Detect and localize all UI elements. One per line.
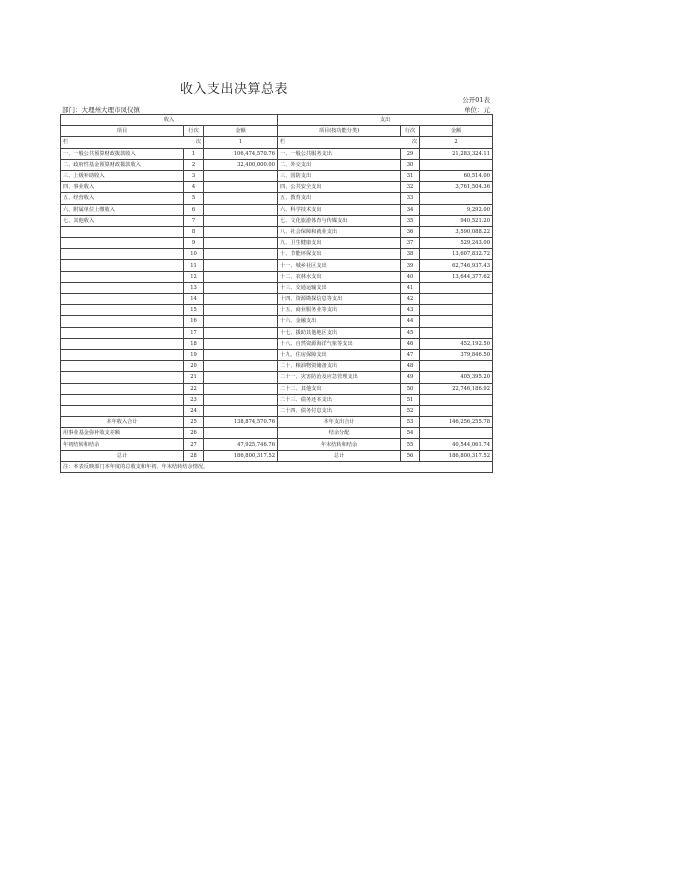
income-item: 一、一般公共预算财政拨款收入 bbox=[61, 148, 184, 159]
income-line: 13 bbox=[184, 282, 204, 293]
income-line: 7 bbox=[184, 215, 204, 226]
income-amount: 186,800,317.52 bbox=[204, 450, 278, 461]
income-line: 17 bbox=[184, 327, 204, 338]
income-item bbox=[61, 249, 184, 260]
table-row bbox=[61, 249, 493, 260]
table-row bbox=[61, 316, 493, 327]
note-row bbox=[61, 461, 493, 472]
income-amount: 138,874,570.76 bbox=[204, 417, 278, 428]
expense-line: 56 bbox=[401, 450, 420, 461]
income-amount: 32,400,000.00 bbox=[204, 159, 278, 170]
table-row bbox=[61, 327, 493, 338]
expense-item: 二十、粮油物资储备支出 bbox=[278, 361, 401, 372]
table-body bbox=[61, 115, 493, 473]
table-row bbox=[61, 450, 493, 461]
income-line: 6 bbox=[184, 204, 204, 215]
table-row bbox=[61, 271, 493, 282]
income-amount bbox=[204, 372, 278, 383]
expense-item: 二十一、灾害防治及应急管理支出 bbox=[278, 372, 401, 383]
income-line: 14 bbox=[184, 294, 204, 305]
income-amount bbox=[204, 182, 278, 193]
income-amount bbox=[204, 327, 278, 338]
income-item bbox=[61, 316, 184, 327]
expense-amount bbox=[420, 405, 493, 416]
income-line: 23 bbox=[184, 394, 204, 405]
expense-line: 46 bbox=[401, 338, 420, 349]
expense-line: 48 bbox=[401, 361, 420, 372]
expense-item: 十四、资源勘探信息等支出 bbox=[278, 294, 401, 305]
expense-line: 36 bbox=[401, 226, 420, 237]
expense-line: 40 bbox=[401, 271, 420, 282]
table-row bbox=[61, 405, 493, 416]
income-amount bbox=[204, 316, 278, 327]
expense-amount: 60,514.00 bbox=[420, 170, 493, 181]
income-item bbox=[61, 271, 184, 282]
report-title: 收入支出决算总表 bbox=[180, 82, 289, 97]
expense-item: 十九、住房保障支出 bbox=[278, 349, 401, 360]
income-amount bbox=[204, 260, 278, 271]
expense-line: 30 bbox=[401, 159, 420, 170]
expense-item: 二十四、债务付息支出 bbox=[278, 405, 401, 416]
expense-line: 43 bbox=[401, 305, 420, 316]
income-line: 2 bbox=[184, 159, 204, 170]
income-line: 26 bbox=[184, 428, 204, 439]
section-header-row bbox=[61, 115, 493, 126]
table-row bbox=[61, 305, 493, 316]
expense-item: 九、卫生健康支出 bbox=[278, 238, 401, 249]
income-line: 16 bbox=[184, 316, 204, 327]
table-row bbox=[61, 394, 493, 405]
expense-item: 本年支出合计 bbox=[278, 417, 401, 428]
expense-item: 一、一般公共服务支出 bbox=[278, 148, 401, 159]
expense-amount: 529,243.00 bbox=[420, 238, 493, 249]
expense-item: 十八、自然资源海洋气象等支出 bbox=[278, 338, 401, 349]
income-item bbox=[61, 282, 184, 293]
income-line: 12 bbox=[184, 271, 204, 282]
expense-amount bbox=[420, 361, 493, 372]
income-line: 10 bbox=[184, 249, 204, 260]
income-amount bbox=[204, 428, 278, 439]
expense-item: 二十二、其他支出 bbox=[278, 383, 401, 394]
income-amount bbox=[204, 405, 278, 416]
expense-amount bbox=[420, 305, 493, 316]
expense-line: 49 bbox=[401, 372, 420, 383]
expense-line: 31 bbox=[401, 170, 420, 181]
expense-line: 29 bbox=[401, 148, 420, 159]
table-row bbox=[61, 361, 493, 372]
income-line: 15 bbox=[184, 305, 204, 316]
expense-amount: 3,761,504.36 bbox=[420, 182, 493, 193]
income-amount bbox=[204, 394, 278, 405]
table-row bbox=[61, 204, 493, 215]
income-line: 27 bbox=[184, 439, 204, 450]
table-row bbox=[61, 215, 493, 226]
col-expense-item: 项目(按功能分类) bbox=[278, 126, 401, 137]
income-item bbox=[61, 305, 184, 316]
income-lan-label-2: 次 bbox=[195, 139, 201, 146]
expense-lan-label-1: 栏 bbox=[280, 139, 286, 146]
col-expense-amount: 金额 bbox=[420, 126, 493, 137]
col-income-line: 行次 bbox=[184, 126, 204, 137]
expense-amount: 452,192.50 bbox=[420, 338, 493, 349]
expense-line: 51 bbox=[401, 394, 420, 405]
income-item bbox=[61, 349, 184, 360]
expense-amount: 22,746,186.92 bbox=[420, 383, 493, 394]
expense-amount bbox=[420, 394, 493, 405]
table-row bbox=[61, 428, 493, 439]
expense-lan-number: 2 bbox=[420, 137, 493, 148]
table-row bbox=[61, 226, 493, 237]
income-amount bbox=[204, 204, 278, 215]
income-line: 9 bbox=[184, 238, 204, 249]
expense-amount: 186,800,317.52 bbox=[420, 450, 493, 461]
income-amount bbox=[204, 305, 278, 316]
income-amount bbox=[204, 338, 278, 349]
income-amount bbox=[204, 282, 278, 293]
expense-item: 十六、金融支出 bbox=[278, 316, 401, 327]
budget-table bbox=[60, 114, 493, 473]
income-amount bbox=[204, 238, 278, 249]
expense-line: 37 bbox=[401, 238, 420, 249]
col-income-item: 项目 bbox=[61, 126, 184, 137]
table-row bbox=[61, 338, 493, 349]
expense-item: 二、外交支出 bbox=[278, 159, 401, 170]
expense-item: 十二、农林水支出 bbox=[278, 271, 401, 282]
table-row bbox=[61, 383, 493, 394]
income-lan-label-1: 栏 bbox=[63, 139, 69, 146]
expense-item: 十五、商业服务业等支出 bbox=[278, 305, 401, 316]
expense-line: 34 bbox=[401, 204, 420, 215]
expense-line: 55 bbox=[401, 439, 420, 450]
income-item: 六、附属单位上缴收入 bbox=[61, 204, 184, 215]
income-item bbox=[61, 361, 184, 372]
expense-amount: 62,746,937.43 bbox=[420, 260, 493, 271]
expense-line: 45 bbox=[401, 327, 420, 338]
income-item: 七、其他收入 bbox=[61, 215, 184, 226]
expense-item: 二十三、债务还本支出 bbox=[278, 394, 401, 405]
income-line: 20 bbox=[184, 361, 204, 372]
income-item bbox=[61, 372, 184, 383]
col-expense-line: 行次 bbox=[401, 126, 420, 137]
income-item bbox=[61, 226, 184, 237]
table-row bbox=[61, 182, 493, 193]
department-label: 部门：大理州大理市凤仪镇 bbox=[62, 106, 140, 114]
income-amount bbox=[204, 361, 278, 372]
expense-item: 五、教育支出 bbox=[278, 193, 401, 204]
income-item bbox=[61, 260, 184, 271]
col-income-amount: 金额 bbox=[204, 126, 278, 137]
expense-line: 50 bbox=[401, 383, 420, 394]
income-amount bbox=[204, 271, 278, 282]
expense-item: 四、公共安全支出 bbox=[278, 182, 401, 193]
income-line: 8 bbox=[184, 226, 204, 237]
expense-item: 七、文化旅游体育与传媒支出 bbox=[278, 215, 401, 226]
income-amount: 47,925,746.76 bbox=[204, 439, 278, 450]
expense-amount: 146,256,255.78 bbox=[420, 417, 493, 428]
income-amount bbox=[204, 349, 278, 360]
income-line: 5 bbox=[184, 193, 204, 204]
income-item: 年初结转和结余 bbox=[61, 439, 184, 450]
expense-line: 41 bbox=[401, 282, 420, 293]
income-amount bbox=[204, 193, 278, 204]
expense-amount bbox=[420, 316, 493, 327]
income-line: 19 bbox=[184, 349, 204, 360]
income-line: 25 bbox=[184, 417, 204, 428]
table-row bbox=[61, 282, 493, 293]
income-amount bbox=[204, 294, 278, 305]
table-row bbox=[61, 294, 493, 305]
expense-item: 十一、城乡社区支出 bbox=[278, 260, 401, 271]
income-line: 22 bbox=[184, 383, 204, 394]
table-note: 注：本表反映部门本年度的总收支和年初、年末结转结余情况。 bbox=[61, 461, 493, 472]
income-item bbox=[61, 327, 184, 338]
unit-label: 单位：元 bbox=[464, 106, 490, 114]
expense-line: 53 bbox=[401, 417, 420, 428]
form-number: 公开01表 bbox=[462, 96, 490, 104]
expense-line: 39 bbox=[401, 260, 420, 271]
expense-amount bbox=[420, 159, 493, 170]
expense-line: 54 bbox=[401, 428, 420, 439]
expense-amount bbox=[420, 428, 493, 439]
income-lan-label bbox=[61, 137, 204, 148]
income-amount bbox=[204, 383, 278, 394]
income-line: 4 bbox=[184, 182, 204, 193]
table-row bbox=[61, 260, 493, 271]
income-item: 用事业基金弥补收支差额 bbox=[61, 428, 184, 439]
expense-lan-label-2: 次 bbox=[411, 139, 418, 146]
income-line: 3 bbox=[184, 170, 204, 181]
lan-row bbox=[61, 137, 493, 148]
income-item: 四、事业收入 bbox=[61, 182, 184, 193]
income-item: 本年收入合计 bbox=[61, 417, 184, 428]
expense-amount: 3,590,088.22 bbox=[420, 226, 493, 237]
expense-header: 支出 bbox=[278, 115, 493, 126]
income-line: 18 bbox=[184, 338, 204, 349]
expense-line: 38 bbox=[401, 249, 420, 260]
expense-line: 35 bbox=[401, 215, 420, 226]
income-item bbox=[61, 338, 184, 349]
expense-amount bbox=[420, 193, 493, 204]
expense-item: 结余分配 bbox=[278, 428, 401, 439]
expense-amount: 405,395.20 bbox=[420, 372, 493, 383]
expense-item: 十、节能环保支出 bbox=[278, 249, 401, 260]
expense-amount: 13,644,377.62 bbox=[420, 271, 493, 282]
income-item bbox=[61, 394, 184, 405]
expense-amount bbox=[420, 294, 493, 305]
table-row bbox=[61, 159, 493, 170]
expense-line: 52 bbox=[401, 405, 420, 416]
table-row bbox=[61, 148, 493, 159]
table-row bbox=[61, 417, 493, 428]
income-line: 24 bbox=[184, 405, 204, 416]
expense-line: 42 bbox=[401, 294, 420, 305]
income-item bbox=[61, 238, 184, 249]
expense-item: 十七、援助其他地区支出 bbox=[278, 327, 401, 338]
income-item: 总计 bbox=[61, 450, 184, 461]
income-line: 1 bbox=[184, 148, 204, 159]
expense-item: 十三、交通运输支出 bbox=[278, 282, 401, 293]
income-line: 28 bbox=[184, 450, 204, 461]
income-item bbox=[61, 383, 184, 394]
expense-lan-label bbox=[278, 137, 420, 148]
table-row bbox=[61, 439, 493, 450]
income-item: 三、上级补助收入 bbox=[61, 170, 184, 181]
income-item: 五、经营收入 bbox=[61, 193, 184, 204]
expense-item: 总计 bbox=[278, 450, 401, 461]
expense-amount: 21,283,324.11 bbox=[420, 148, 493, 159]
table-row bbox=[61, 349, 493, 360]
expense-line: 33 bbox=[401, 193, 420, 204]
expense-line: 44 bbox=[401, 316, 420, 327]
expense-item: 年末结转和结余 bbox=[278, 439, 401, 450]
expense-amount: 9,292.00 bbox=[420, 204, 493, 215]
expense-amount: 940,521.20 bbox=[420, 215, 493, 226]
income-amount bbox=[204, 170, 278, 181]
column-header-row bbox=[61, 126, 493, 137]
income-amount bbox=[204, 215, 278, 226]
table-row bbox=[61, 193, 493, 204]
expense-amount: 379,846.50 bbox=[420, 349, 493, 360]
income-item bbox=[61, 405, 184, 416]
expense-item: 六、科学技术支出 bbox=[278, 204, 401, 215]
expense-amount bbox=[420, 327, 493, 338]
expense-item: 三、国防支出 bbox=[278, 170, 401, 181]
income-amount bbox=[204, 249, 278, 260]
income-item bbox=[61, 294, 184, 305]
income-line: 11 bbox=[184, 260, 204, 271]
expense-amount bbox=[420, 282, 493, 293]
income-line: 21 bbox=[184, 372, 204, 383]
expense-amount: 13,607,832.72 bbox=[420, 249, 493, 260]
income-amount: 106,474,570.76 bbox=[204, 148, 278, 159]
expense-line: 47 bbox=[401, 349, 420, 360]
income-lan-number: 1 bbox=[204, 137, 278, 148]
income-item: 二、政府性基金预算财政拨款收入 bbox=[61, 159, 184, 170]
table-row bbox=[61, 372, 493, 383]
table-row bbox=[61, 238, 493, 249]
expense-amount: 40,544,061.74 bbox=[420, 439, 493, 450]
expense-item: 八、社会保障和就业支出 bbox=[278, 226, 401, 237]
table-row bbox=[61, 170, 493, 181]
income-amount bbox=[204, 226, 278, 237]
income-header: 收入 bbox=[61, 115, 278, 126]
expense-line: 32 bbox=[401, 182, 420, 193]
